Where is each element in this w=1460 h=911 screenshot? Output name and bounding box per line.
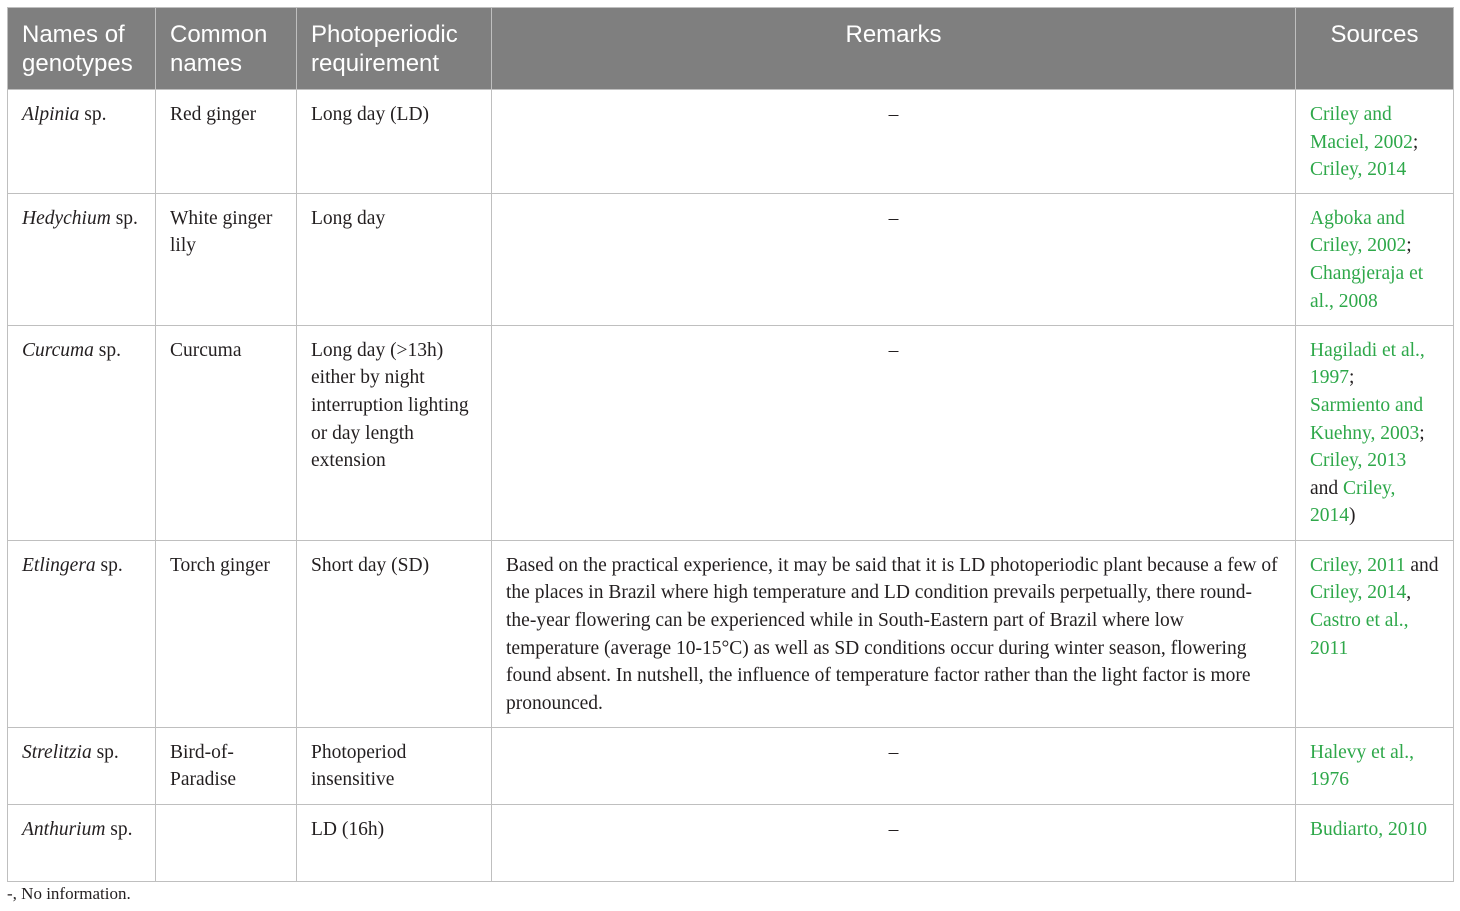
table-row <box>8 90 1454 194</box>
photoperiod-cell: Long day (LD) <box>297 90 492 194</box>
species-suffix: sp. <box>105 818 133 840</box>
remarks-cell: – <box>492 193 1296 325</box>
photoperiod-table-container <box>7 7 1453 882</box>
source-link[interactable]: Criley, 2013 <box>1310 450 1407 472</box>
source-separator: ) <box>1349 505 1356 527</box>
genus-name: Hedychium <box>22 207 111 229</box>
source-link[interactable]: Halevy et al., 1976 <box>1310 741 1414 791</box>
header-photoperiodic-requirement: Photoperiodic requirement <box>297 8 492 90</box>
species-suffix: sp. <box>95 554 123 576</box>
sources-cell <box>1296 193 1454 325</box>
remarks-cell: – <box>492 90 1296 194</box>
sources-cell <box>1296 90 1454 194</box>
source-separator: , <box>1406 582 1412 604</box>
common-name-cell: Curcuma <box>156 325 297 540</box>
table-footnote: -, No information. <box>7 884 131 903</box>
genotype-cell <box>8 193 156 325</box>
genus-name: Alpinia <box>22 104 80 125</box>
remarks-cell: – <box>492 804 1296 881</box>
photoperiod-cell: Long day <box>297 193 492 325</box>
species-suffix: sp. <box>93 339 121 361</box>
table-row <box>8 727 1454 804</box>
genus-name: Curcuma <box>22 339 94 361</box>
header-genotype: Names of genotypes <box>8 8 156 90</box>
photoperiod-cell: LD (16h) <box>297 804 492 881</box>
header-remarks: Remarks <box>492 8 1296 90</box>
species-suffix: sp. <box>110 207 138 229</box>
table-header-row <box>8 8 1454 90</box>
source-link[interactable]: Sarmiento and Kuehny, 2003 <box>1310 394 1424 444</box>
sources-cell <box>1296 540 1454 727</box>
remarks-cell: Based on the practical experience, it may be said that it is LD photoperiodic plant because a few of the places in Brazil where high temperature and LD condition prevails perpetually, there round-the-year flowering can be experienced while in South-Eastern part of Brazil where low temperature (average 10-15°C) as well as SD conditions occur during winter season, flowering found absent. In nutshell, the influence of temperature factor rather than the light factor is more pronounced. <box>492 540 1296 727</box>
source-link[interactable]: Budiarto, 2010 <box>1310 818 1427 840</box>
common-name-cell: White ginger lily <box>156 193 297 325</box>
remarks-cell: – <box>492 727 1296 804</box>
species-suffix: sp. <box>91 741 119 763</box>
source-link[interactable]: Changjeraja et al., 2008 <box>1310 262 1424 312</box>
sources-cell <box>1296 727 1454 804</box>
genus-name: Etlingera <box>22 554 96 576</box>
header-sources: Sources <box>1296 8 1454 90</box>
source-link[interactable]: Castro et al., 2011 <box>1310 609 1409 659</box>
header-common-names: Common names <box>156 8 297 90</box>
genotype-cell <box>8 540 156 727</box>
genotype-cell <box>8 727 156 804</box>
species-suffix: sp. <box>79 104 107 125</box>
source-separator: ; <box>1419 422 1425 444</box>
photoperiod-cell: Long day (>13h) either by night interruption lighting or day length extension <box>297 325 492 540</box>
photoperiod-table <box>7 7 1454 882</box>
table-row <box>8 193 1454 325</box>
source-link[interactable]: Criley and Maciel, 2002 <box>1310 104 1413 153</box>
source-separator: and <box>1405 554 1439 576</box>
sources-cell <box>1296 325 1454 540</box>
source-link[interactable]: Criley, 2011 <box>1310 554 1406 576</box>
source-link[interactable]: Agboka and Criley, 2002 <box>1310 207 1407 257</box>
genotype-cell <box>8 804 156 881</box>
common-name-cell <box>156 804 297 881</box>
photoperiod-cell: Photoperiod insensitive <box>297 727 492 804</box>
source-link[interactable]: Criley, 2014 <box>1310 582 1407 604</box>
source-separator: ; <box>1406 235 1412 257</box>
sources-cell <box>1296 804 1454 881</box>
source-separator: and <box>1310 477 1344 499</box>
genotype-cell <box>8 90 156 194</box>
common-name-cell: Torch ginger <box>156 540 297 727</box>
table-row <box>8 325 1454 540</box>
common-name-cell: Red ginger <box>156 90 297 194</box>
genus-name: Strelitzia <box>22 741 92 763</box>
source-separator: ; <box>1412 131 1419 153</box>
source-link[interactable]: Criley, 2014 <box>1310 159 1407 181</box>
common-name-cell: Bird-of-Paradise <box>156 727 297 804</box>
remarks-cell: – <box>492 325 1296 540</box>
table-row <box>8 804 1454 881</box>
source-separator: ; <box>1349 367 1355 389</box>
table-row <box>8 540 1454 727</box>
source-link[interactable]: Hagiladi et al., 1997 <box>1310 339 1425 389</box>
source-link[interactable]: Criley, 2014 <box>1310 477 1396 527</box>
genotype-cell <box>8 325 156 540</box>
genus-name: Anthurium <box>22 818 106 840</box>
photoperiod-cell: Short day (SD) <box>297 540 492 727</box>
